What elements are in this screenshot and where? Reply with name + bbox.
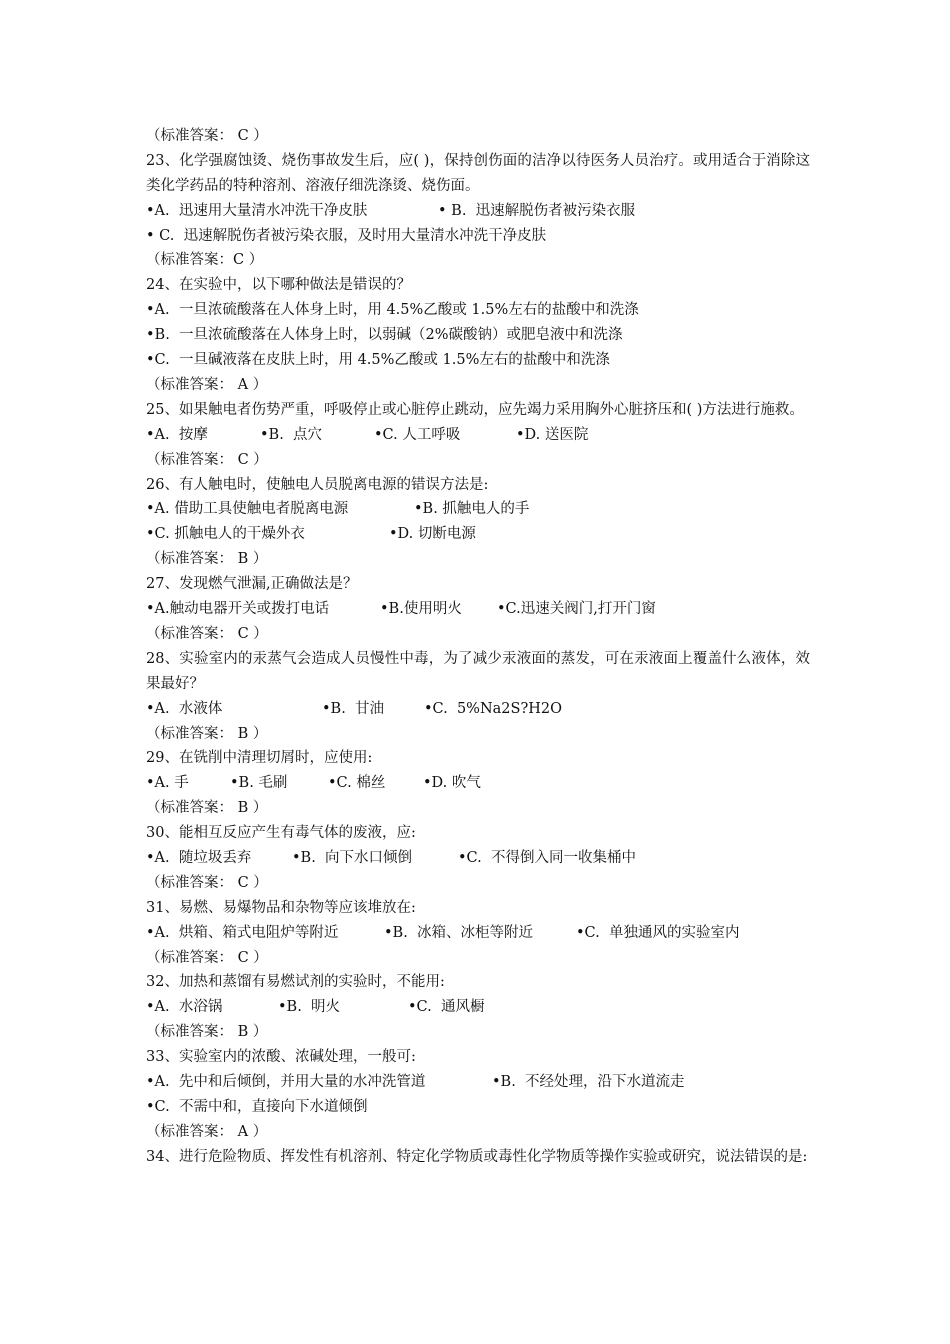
options-row	[146, 497, 810, 522]
options-row	[146, 423, 810, 448]
option-item: •D. 送医院	[516, 426, 589, 443]
option-item: •C. 不得倒入同一收集桶中	[458, 849, 636, 866]
options-row	[146, 771, 810, 796]
option-item: •A. 按摩	[146, 426, 208, 443]
option-item: •B. 毛刷	[230, 775, 288, 792]
question-text: 25、如果触电者伤势严重，呼吸停止或心脏停止跳动，应先竭力采用胸外心脏挤压和( )方法进行施救。	[146, 401, 804, 418]
answer-line: （标准答案： C ）	[146, 451, 268, 468]
option-item: •B. 冰箱、冰柜等附近	[384, 924, 534, 941]
option-item: •B. 一旦浓硫酸落在人体身上时，以弱碱（2%碳酸钠）或肥皂液中和洗涤	[146, 327, 623, 344]
answer-line: （标准答案： C ）	[146, 625, 268, 642]
option-item: •C. 单独通风的实验室内	[576, 924, 740, 941]
answer-line: （标准答案： A ）	[146, 1123, 268, 1140]
question-text: 31、易燃、易爆物品和杂物等应该堆放在:	[146, 899, 416, 916]
question-text: 28、实验室内的汞蒸气会造成人员慢性中毒，为了减少汞液面的蒸发，可在汞液面上覆盖什么液体，效果最好？	[146, 650, 810, 692]
option-item: •C. 通风橱	[408, 999, 485, 1016]
question-text: 27、发现燃气泄漏,正确做法是？	[146, 576, 358, 593]
answer-line: （标准答案： C ）	[146, 128, 268, 144]
options-row	[146, 1095, 810, 1120]
answer-line: （标准答案：C ）	[146, 252, 264, 269]
option-item: •D. 吹气	[423, 775, 481, 792]
options-row	[146, 995, 810, 1020]
option-item: •A.触动电器开关或拨打电话	[146, 601, 330, 618]
option-item: •C. 一旦碱液落在皮肤上时，用 4.5%乙酸或 1.5%左右的盐酸中和洗涤	[146, 352, 610, 369]
option-item: • C. 迅速解脱伤者被污染衣服，及时用大量清水冲洗干净皮肤	[146, 227, 547, 244]
option-item: •B.使用明火	[380, 601, 462, 618]
option-item: •D. 切断电源	[389, 526, 476, 543]
answer-line: （标准答案： B ）	[146, 1024, 268, 1041]
answer-line: （标准答案： B ）	[146, 551, 268, 568]
document-page	[146, 124, 810, 1170]
option-item: •C. 5%Na2S?H2O	[424, 700, 562, 717]
answer-line: （标准答案： B ）	[146, 800, 268, 817]
question-text: 29、在铣削中清理切屑时，应使用:	[146, 750, 373, 767]
option-item: •A. 手	[146, 775, 189, 792]
options-row	[146, 597, 810, 622]
question-text: 23、化学强腐蚀烫、烧伤事故发生后，应( )，保持创伤面的洁净以待医务人员治疗。或用适合于消除这类化学药品的特种溶剂、溶液仔细洗涤烫、烧伤面。	[146, 152, 810, 194]
option-item: •B. 点穴	[260, 426, 323, 443]
question-text: 34、进行危险物质、挥发性有机溶剂、特定化学物质或毒性化学物质等操作实验或研究，说法错误的是:	[146, 1148, 808, 1165]
option-item: •A. 一旦浓硫酸落在人体身上时，用 4.5%乙酸或 1.5%左右的盐酸中和洗涤	[146, 302, 639, 319]
option-item: •A. 烘箱、箱式电阻炉等附近	[146, 924, 339, 941]
options-row	[146, 348, 810, 373]
options-row	[146, 921, 810, 946]
answer-line: （标准答案： A ）	[146, 376, 268, 393]
answer-line: （标准答案： B ）	[146, 725, 268, 742]
options-row	[146, 298, 810, 323]
question-text: 26、有人触电时，使触电人员脱离电源的错误方法是:	[146, 476, 489, 493]
option-item: •B. 向下水口倾倒	[292, 849, 413, 866]
option-item: •A. 迅速用大量清水冲洗干净皮肤	[146, 202, 368, 219]
answer-line: （标准答案： C ）	[146, 949, 268, 966]
option-item: •C.迅速关阀门,打开门窗	[497, 601, 656, 618]
option-item: •A. 水液体	[146, 700, 223, 717]
option-item: •C. 不需中和，直接向下水道倾倒	[146, 1098, 368, 1115]
question-text: 30、能相互反应产生有毒气体的废液，应:	[146, 825, 416, 842]
option-item: •B. 抓触电人的手	[414, 501, 530, 518]
option-item: •A. 先中和后倾倒，并用大量的水冲洗管道	[146, 1074, 426, 1091]
question-text: 24、在实验中，以下哪种做法是错误的？	[146, 277, 411, 294]
option-item: • B. 迅速解脱伤者被污染衣服	[438, 202, 636, 219]
options-row	[146, 199, 810, 224]
answer-line: （标准答案： C ）	[146, 874, 268, 891]
question-text: 33、实验室内的浓酸、浓碱处理，一般可:	[146, 1049, 416, 1066]
option-item: •A. 借助工具使触电者脱离电源	[146, 501, 349, 518]
options-row	[146, 323, 810, 348]
option-item: •B. 明火	[278, 999, 341, 1016]
options-row	[146, 846, 810, 871]
question-text: 32、加热和蒸馏有易燃试剂的实验时，不能用:	[146, 974, 445, 991]
option-item: •B. 不经处理，沿下水道流走	[492, 1074, 685, 1091]
options-row	[146, 697, 810, 722]
option-item: •A. 水浴锅	[146, 999, 223, 1016]
option-item: •C. 抓触电人的干燥外衣	[146, 526, 305, 543]
option-item: •B. 甘油	[322, 700, 385, 717]
option-item: •A. 随垃圾丢弃	[146, 849, 252, 866]
options-row	[146, 522, 810, 547]
options-row	[146, 1070, 810, 1095]
options-row	[146, 224, 810, 249]
option-item: •C. 棉丝	[328, 775, 386, 792]
option-item: •C. 人工呼吸	[374, 426, 461, 443]
